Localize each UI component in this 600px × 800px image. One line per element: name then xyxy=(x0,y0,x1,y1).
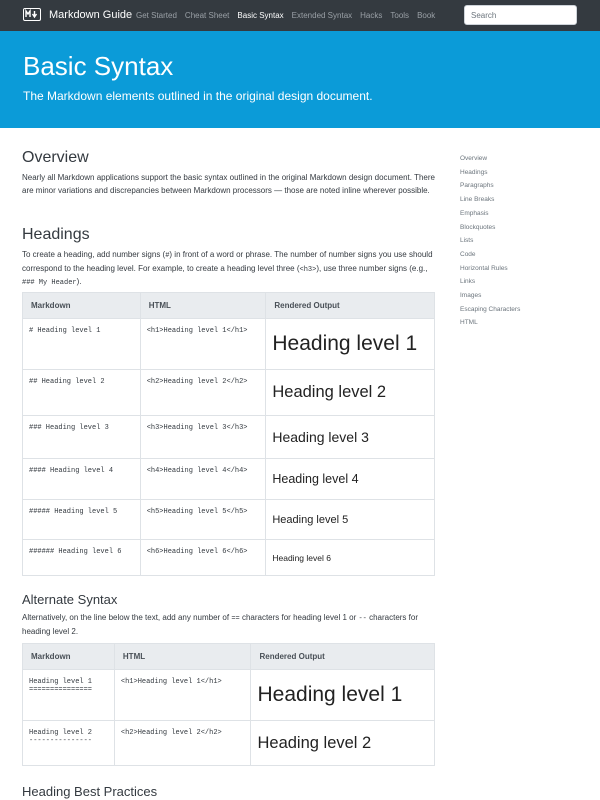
toc-link-overview[interactable]: Overview xyxy=(460,155,488,162)
navbar xyxy=(0,0,600,31)
nav-link-cheat-sheet[interactable]: Cheat Sheet xyxy=(184,11,230,20)
column-header-html: HTML xyxy=(114,644,251,670)
table-header-row xyxy=(23,644,435,670)
markdown-cell: # Heading level 1 xyxy=(23,319,141,370)
page-title: Basic Syntax xyxy=(23,51,174,81)
toc-link-line-breaks[interactable]: Line Breaks xyxy=(460,196,495,204)
column-header-markdown: Markdown xyxy=(23,293,141,319)
markdown-cell: ## Heading level 2 xyxy=(23,370,141,416)
markdown-cell: ##### Heading level 5 xyxy=(23,500,141,540)
html-cell: <h2>Heading level 2</h2> xyxy=(114,721,251,766)
page-subtitle: The Markdown elements outlined in the original design document. xyxy=(23,89,373,103)
html-cell: <h4>Heading level 4</h4> xyxy=(140,459,266,500)
search-input[interactable] xyxy=(464,5,577,25)
brand-name[interactable]: Markdown Guide xyxy=(49,9,133,21)
nav-link-tools[interactable]: Tools xyxy=(390,11,410,20)
alternate-syntax-heading: Alternate Syntax xyxy=(22,592,118,607)
headings-heading: Headings xyxy=(22,226,90,243)
toc-link-links[interactable]: Links xyxy=(460,278,476,286)
table-row xyxy=(23,721,435,766)
column-header-rendered-output: Rendered Output xyxy=(251,644,435,670)
toc-link-emphasis[interactable]: Emphasis xyxy=(460,209,489,217)
html-cell: <h1>Heading level 1</h1> xyxy=(114,670,251,721)
table-header-row xyxy=(23,293,435,319)
toc-link-images[interactable]: Images xyxy=(460,292,482,300)
table-row xyxy=(23,500,435,540)
toc-link-escaping-characters[interactable]: Escaping Characters xyxy=(460,305,521,313)
table-row xyxy=(23,670,435,721)
rendered-output-cell: Heading level 1 xyxy=(251,670,435,721)
nav-link-get-started[interactable]: Get Started xyxy=(136,11,177,20)
table-row xyxy=(23,540,435,576)
rendered-output-cell: Heading level 6 xyxy=(266,540,435,576)
html-cell: <h3>Heading level 3</h3> xyxy=(140,416,266,459)
markdown-cell: ###### Heading level 6 xyxy=(23,540,141,576)
html-cell: <h5>Heading level 5</h5> xyxy=(140,500,266,540)
rendered-output-cell: Heading level 4 xyxy=(266,459,435,500)
nav-link-book[interactable]: Book xyxy=(417,11,436,20)
table-row xyxy=(23,319,435,370)
overview-heading: Overview xyxy=(22,149,89,166)
rendered-output-cell: Heading level 2 xyxy=(251,721,435,766)
markdown-cell: Heading level 2 --------------- xyxy=(23,721,115,766)
markdown-logo-icon[interactable] xyxy=(23,8,41,21)
toc-link-headings[interactable]: Headings xyxy=(460,168,488,176)
table-of-contents xyxy=(460,152,520,330)
nav-link-extended-syntax[interactable]: Extended Syntax xyxy=(291,11,353,20)
hero-banner xyxy=(0,31,600,128)
markdown-cell: #### Heading level 4 xyxy=(23,459,141,500)
overview-text: Nearly all Markdown applications support the basic syntax outlined in the original Markdown design document. There are minor variations and discrepancies between Markdown processors — those are noted inline wherever possible. xyxy=(22,173,435,195)
toc-link-horizontal-rules[interactable]: Horizontal Rules xyxy=(460,264,508,272)
toc-link-lists[interactable]: Lists xyxy=(460,237,474,245)
html-cell: <h1>Heading level 1</h1> xyxy=(140,319,266,370)
headings-text: To create a heading, add number signs (#) in front of a word or phrase. The number of number signs you use should correspond to the heading level. For example, to create a heading level three (<h3>), use three number signs (e.g., ### My Header). xyxy=(22,250,433,287)
markdown-cell: ### Heading level 3 xyxy=(23,416,141,459)
alternate-syntax-table xyxy=(22,643,435,766)
html-cell: <h2>Heading level 2</h2> xyxy=(140,370,266,416)
toc-link-paragraphs[interactable]: Paragraphs xyxy=(460,182,494,190)
table-row xyxy=(23,370,435,416)
rendered-output-cell: Heading level 3 xyxy=(266,416,435,459)
rendered-output-cell: Heading level 2 xyxy=(266,370,435,416)
column-header-markdown: Markdown xyxy=(23,644,115,670)
table-row xyxy=(23,416,435,459)
alternate-syntax-text: Alternatively, on the line below the text, add any number of == characters for heading level 1 or -- characters for heading level 2. xyxy=(22,613,418,636)
nav-link-basic-syntax[interactable]: Basic Syntax xyxy=(237,11,284,20)
toc-link-code[interactable]: Code xyxy=(460,250,476,258)
heading-best-practices-heading: Heading Best Practices xyxy=(22,784,158,799)
rendered-output-cell: Heading level 1 xyxy=(266,319,435,370)
nav-link-hacks[interactable]: Hacks xyxy=(360,11,383,20)
column-header-html: HTML xyxy=(140,293,266,319)
toc-link-blockquotes[interactable]: Blockquotes xyxy=(460,223,496,231)
markdown-cell: Heading level 1 =============== xyxy=(23,670,115,721)
nav-links xyxy=(136,10,443,21)
rendered-output-cell: Heading level 5 xyxy=(266,500,435,540)
table-row xyxy=(23,459,435,500)
toc-link-html[interactable]: HTML xyxy=(460,319,478,327)
column-header-rendered-output: Rendered Output xyxy=(266,293,435,319)
headings-table xyxy=(22,292,435,576)
html-cell: <h6>Heading level 6</h6> xyxy=(140,540,266,576)
